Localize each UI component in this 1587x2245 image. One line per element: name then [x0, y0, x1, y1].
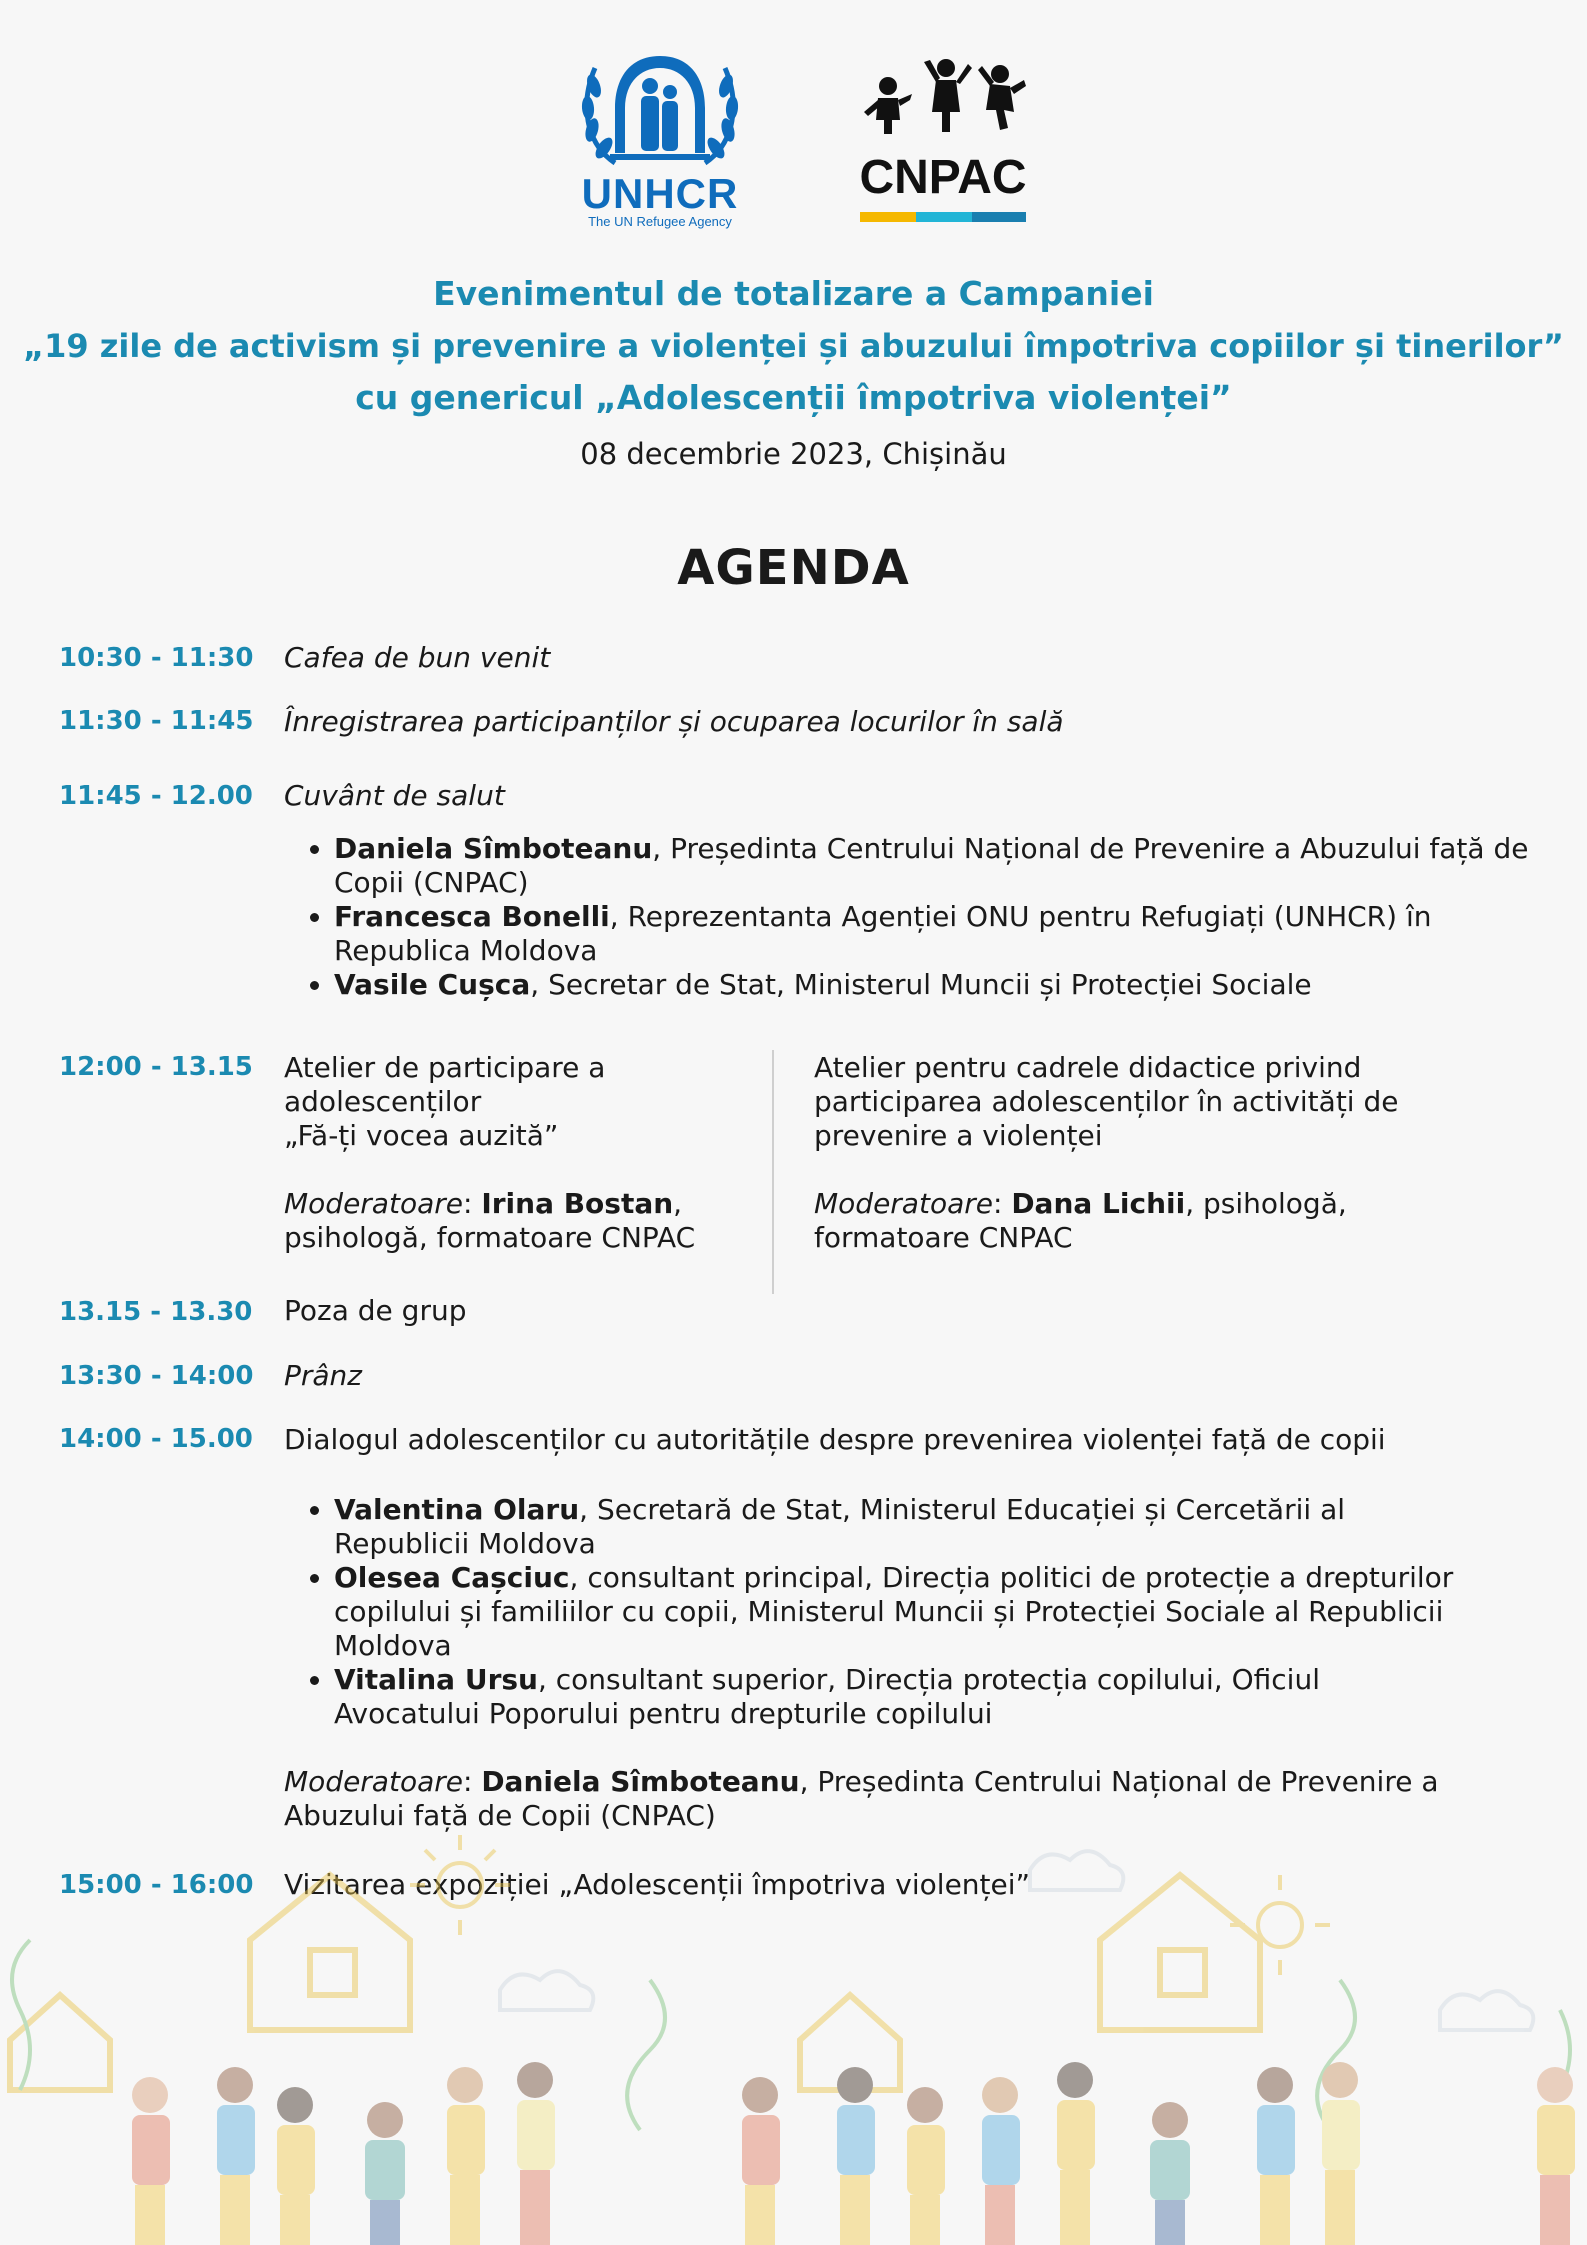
- moderator-role: , Președinta Centrului Național de Prevenire a Abuzului față de Copii (CNPAC): [284, 1765, 1439, 1832]
- list-item: [334, 1663, 1454, 1731]
- agenda-time-2: 11:30 - 11:45: [59, 706, 254, 736]
- speaker-name: Francesca Bonelli: [334, 900, 610, 933]
- welcome-speakers-list: [284, 832, 1534, 1002]
- list-item: [334, 1493, 1454, 1561]
- workshop-teens-moderator: Moderatoare: Irina Bostan,: [284, 1187, 683, 1220]
- agenda-time-5: 13.15 - 13.30: [59, 1297, 253, 1327]
- moderator-role: ,: [673, 1187, 683, 1220]
- workshop-teachers-moderator: Moderatoare: Dana Lichii, psihologă,: [814, 1187, 1347, 1220]
- moderator-role: , psihologă,: [1185, 1187, 1347, 1220]
- list-item: [334, 900, 1534, 968]
- sun-icon: [410, 1835, 1330, 1975]
- agenda-time-8: 15:00 - 16:00: [59, 1870, 254, 1900]
- agenda-time-4: 12:00 - 13.15: [59, 1052, 253, 1082]
- cnpac-bar-cyan: [916, 212, 972, 222]
- workshop-teachers-line-1: Atelier pentru cadrele didactice privind: [814, 1051, 1362, 1084]
- workshop-teens: [284, 1051, 754, 1255]
- workshop-teachers-line-3: prevenire a violenței: [814, 1119, 1103, 1152]
- agenda-item-8: Vizitarea expoziției „Adolescenții împotriva violenței”: [284, 1868, 1031, 1901]
- list-item: [334, 832, 1534, 900]
- workshop-teachers: [814, 1051, 1494, 1255]
- cnpac-logo: [858, 54, 1028, 234]
- moderator-label: Moderatoare: [284, 1765, 463, 1798]
- moderator-label: Moderatoare: [814, 1187, 993, 1220]
- speaker-name: Daniela Sîmboteanu: [334, 832, 653, 865]
- logo-bar: [0, 48, 1587, 238]
- speaker-name: Vitalina Ursu: [334, 1663, 538, 1696]
- agenda-item-1: Cafea de bun venit: [284, 641, 551, 674]
- unhcr-emblem-icon: [570, 48, 750, 173]
- unhcr-wordmark: UNHCR: [581, 170, 739, 217]
- moderator-name: Dana Lichii: [1011, 1187, 1186, 1220]
- title-line-1: Evenimentul de totalizare a Campaniei: [433, 274, 1154, 313]
- list-item: [334, 968, 1534, 1002]
- child-figures: [132, 2062, 1575, 2245]
- event-date: 08 decembrie 2023, Chișinău: [580, 437, 1007, 471]
- unhcr-tagline: The UN Refugee Agency: [588, 214, 732, 229]
- moderator-label: Moderatoare: [284, 1187, 463, 1220]
- children-illustration: [0, 1830, 1587, 2245]
- workshop-teens-line-3: „Fă-ți vocea auzită”: [284, 1119, 559, 1152]
- agenda-item-6: Prânz: [284, 1359, 362, 1392]
- agenda-time-1: 10:30 - 11:30: [59, 643, 254, 673]
- dialogue-speakers-list: [284, 1493, 1454, 1731]
- agenda-time-6: 13:30 - 14:00: [59, 1361, 254, 1391]
- moderator-name: Irina Bostan: [481, 1187, 674, 1220]
- workshop-teens-line-1: Atelier de participare a: [284, 1051, 606, 1084]
- speaker-role: , Reprezentanta Agenției ONU pentru Refugiați (UNHCR) în Republica Moldova: [334, 900, 1432, 967]
- title-line-2: „19 zile de activism și prevenire a violenței și abuzului împotriva copiilor și tinerilor”: [23, 327, 1564, 365]
- cnpac-bar-blue: [972, 212, 1026, 222]
- workshop-teens-line-2: adolescenților: [284, 1085, 482, 1118]
- agenda-item-5: Poza de grup: [284, 1294, 467, 1327]
- cnpac-wordmark: CNPAC: [859, 151, 1027, 204]
- list-item: [334, 1561, 1454, 1663]
- agenda-item-3: Cuvânt de salut: [284, 779, 505, 812]
- title-line-3: cu genericul „Adolescenții împotriva violenței”: [355, 378, 1232, 417]
- unhcr-logo: [570, 48, 750, 233]
- speaker-name: Vasile Cușca: [334, 968, 531, 1001]
- agenda-item-2: Înregistrarea participanților și ocuparea locurilor în sală: [284, 705, 1064, 738]
- agenda-time-3: 11:45 - 12.00: [59, 781, 253, 811]
- event-title: [0, 268, 1587, 424]
- moderator-name: Daniela Sîmboteanu: [481, 1765, 800, 1798]
- workshop-teachers-line-2: participarea adolescenților în activități de: [814, 1085, 1399, 1118]
- moderator-role-line-2: psihologă, formatoare CNPAC: [284, 1221, 696, 1254]
- speaker-name: Valentina Olaru: [334, 1493, 580, 1526]
- speaker-role: , Președinta Centrului Național de Prevenire a Abuzului față de Copii (CNPAC): [334, 832, 1529, 899]
- speaker-name: Olesea Cașciuc: [334, 1561, 570, 1594]
- speaker-role: , Secretar de Stat, Ministerul Muncii și Protecției Sociale: [530, 968, 1312, 1001]
- house-icon: [10, 1875, 1260, 2090]
- agenda-time-7: 14:00 - 15.00: [59, 1424, 253, 1454]
- cloud-icon: [500, 1851, 1533, 2030]
- children-silhouettes-icon: [858, 54, 1028, 144]
- moderator-role-line-2: formatoare CNPAC: [814, 1221, 1073, 1254]
- agenda-item-7: Dialogul adolescenților cu autoritățile despre prevenirea violenței față de copii: [284, 1423, 1386, 1456]
- agenda-heading: AGENDA: [677, 540, 910, 596]
- speaker-role: , consultant principal, Direcția politici de protecție a drepturilor copilului și familiilor cu copii, Ministerul Muncii și Protecției Sociale al Republicii Moldova: [334, 1561, 1454, 1662]
- cnpac-bar-yellow: [860, 212, 916, 222]
- speaker-role: , Secretară de Stat, Ministerul Educației și Cercetării al Republicii Moldova: [334, 1493, 1345, 1560]
- dialogue-moderator: Moderatoare: Daniela Sîmboteanu, Președinta Centrului Național de Prevenire a Abuzului față de Copii (CNPAC): [284, 1765, 1439, 1832]
- speaker-role: , consultant superior, Direcția protecția copilului, Oficiul Avocatului Poporului pentru drepturile copilului: [334, 1663, 1320, 1730]
- column-divider: [772, 1050, 774, 1294]
